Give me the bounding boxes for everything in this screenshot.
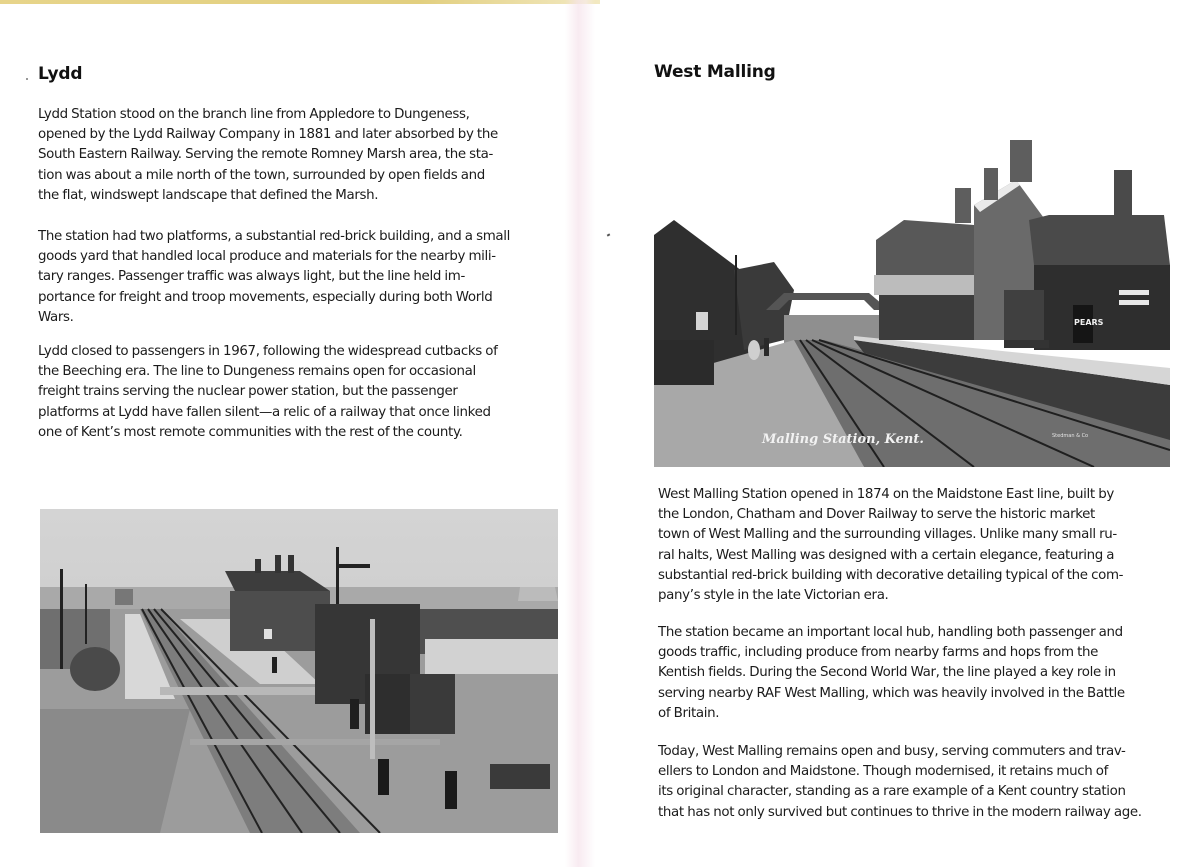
text-line: freight trains serving the nuclear power station, but the passenger bbox=[38, 384, 458, 400]
text-line: one of Kent’s most remote communities with the rest of the county. bbox=[38, 424, 463, 440]
scan-speck bbox=[26, 78, 28, 80]
text-line: ellers to London and Maidstone. Though modernised, it retains much of bbox=[658, 764, 1109, 780]
photo-inscription: Malling Station, Kent. bbox=[762, 432, 924, 447]
paragraph-lydd-1 bbox=[38, 105, 498, 206]
west-malling-station-illustration bbox=[654, 140, 1170, 467]
text-line: platforms at Lydd have fallen silent—a relic of a railway that once linked bbox=[38, 404, 491, 420]
text-line: portance for freight and troop movements, especially during both World bbox=[38, 289, 493, 305]
paragraph-west-malling-1 bbox=[658, 485, 1123, 606]
text-line: Kentish fields. During the Second World War, the line played a key role in bbox=[658, 665, 1116, 681]
text-line: of Britain. bbox=[658, 705, 720, 721]
text-line: substantial red-brick building with decorative detailing typical of the com- bbox=[658, 567, 1124, 583]
paragraph-lydd-3 bbox=[38, 342, 497, 443]
text-line: that has not only survived but continues to thrive in the modern railway age. bbox=[658, 804, 1142, 820]
text-line: the flat, windswept landscape that defined the Marsh. bbox=[38, 187, 379, 203]
text-line: The station became an important local hub, handling both passenger and bbox=[658, 625, 1123, 640]
text-line: serving nearby RAF West Malling, which was heavily involved in the Battle bbox=[658, 685, 1125, 701]
page-left-lydd bbox=[0, 0, 580, 867]
text-line: goods traffic, including produce from nearby farms and hops from the bbox=[658, 645, 1099, 661]
text-line: town of West Malling and the surrounding villages. Unlike many small ru- bbox=[658, 527, 1117, 543]
paragraph-west-malling-2 bbox=[658, 623, 1125, 724]
paragraph-west-malling-3 bbox=[658, 742, 1142, 823]
text-line: ral halts, West Malling was designed with a certain elegance, featuring a bbox=[658, 547, 1115, 563]
text-line: pany’s style in the late Victorian era. bbox=[658, 588, 889, 604]
photo-lydd-station bbox=[40, 509, 558, 833]
scan-speck bbox=[607, 233, 611, 236]
text-line: tary ranges. Passenger traffic was always light, but the line held im- bbox=[38, 269, 465, 285]
section-heading-west-malling: West Malling bbox=[654, 62, 776, 82]
text-line: Lydd Station stood on the branch line from Appledore to Dungeness, bbox=[38, 107, 470, 122]
page-right-west-malling bbox=[600, 0, 1200, 867]
section-heading-lydd: Lydd bbox=[38, 64, 83, 84]
text-line: The station had two platforms, a substantial red-brick building, and a small bbox=[38, 229, 510, 244]
lydd-station-illustration bbox=[40, 509, 558, 833]
photo-publisher-mark: Stedman & Co bbox=[1052, 433, 1089, 439]
text-line: Wars. bbox=[38, 309, 74, 325]
text-line: West Malling Station opened in 1874 on the Maidstone East line, built by bbox=[658, 487, 1114, 502]
text-line: the London, Chatham and Dover Railway to serve the historic market bbox=[658, 507, 1095, 523]
paragraph-lydd-2 bbox=[38, 227, 510, 328]
text-line: opened by the Lydd Railway Company in 1881 and later absorbed by the bbox=[38, 127, 498, 143]
text-line: South Eastern Railway. Serving the remote Romney Marsh area, the sta- bbox=[38, 147, 494, 163]
poster-text: PEARS bbox=[1074, 318, 1104, 327]
text-line: Lydd closed to passengers in 1967, following the widespread cutbacks of bbox=[38, 344, 498, 359]
text-line: the Beeching era. The line to Dungeness remains open for occasional bbox=[38, 364, 476, 380]
text-line: goods yard that handled local produce and materials for the nearby mili- bbox=[38, 249, 496, 265]
text-line: Today, West Malling remains open and busy, serving commuters and trav- bbox=[658, 744, 1126, 759]
photo-west-malling-station bbox=[654, 140, 1170, 467]
text-line: its original character, standing as a rare example of a Kent country station bbox=[658, 784, 1126, 800]
text-line: tion was about a mile north of the town, surrounded by open fields and bbox=[38, 167, 485, 183]
